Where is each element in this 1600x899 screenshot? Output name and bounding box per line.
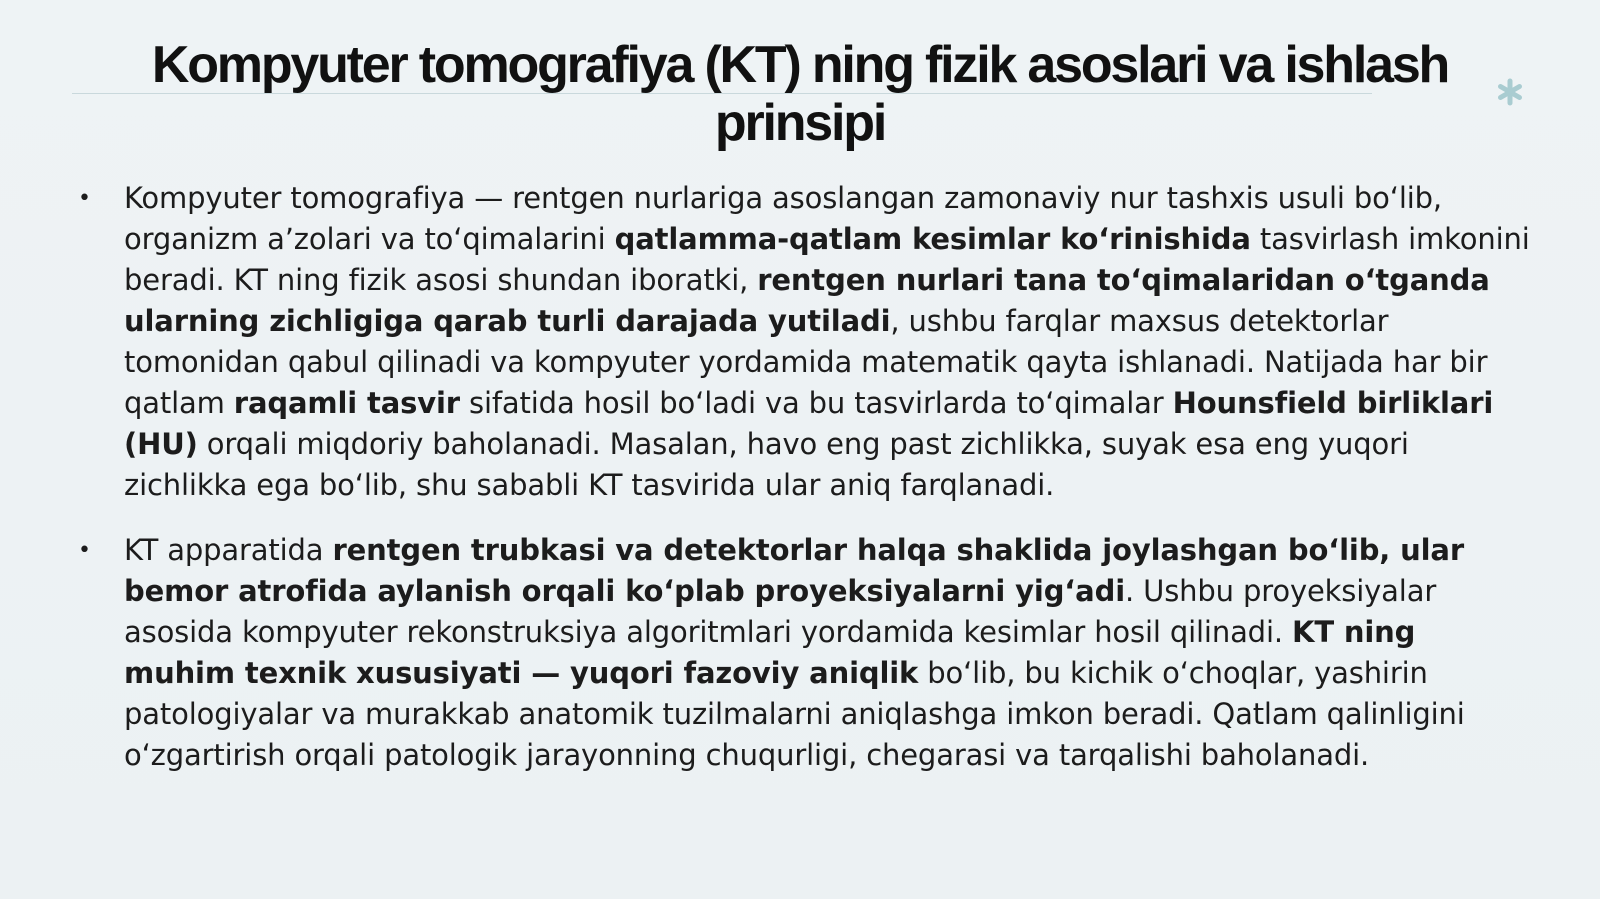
- bullet-text-normal: KT apparatida: [124, 533, 333, 567]
- bullet-text-bold: KT ning muhim texnik xususiyati — yuqori fazoviy aniqlik: [124, 615, 1416, 690]
- bullet-text-normal: Kompyuter tomografiya — rentgen nurlariga asoslangan zamonaviy nur tashxis usuli bo‘lib, organizm a’zolari va to‘qimalarini: [124, 181, 1442, 256]
- slide-title-line2: prinsipi: [714, 94, 886, 152]
- bullet-text-bold: raqamli tasvir: [233, 386, 460, 420]
- bullet-text-normal: tasvirlash imkonini beradi. KT ning fizik asosi shundan iboratki,: [124, 222, 1530, 297]
- slide-title-line1: Kompyuter tomografiya (KT) ning fizik asoslari va ishlash: [151, 36, 1449, 94]
- bullet-text-normal: , ushbu farqlar maxsus detektorlar tomonidan qabul qilinadi va kompyuter yordamida matematik qayta ishlanadi. Natijada har bir qatlam: [124, 304, 1488, 420]
- bullet-text-bold: qatlamma-qatlam kesimlar ko‘rinishida: [614, 222, 1251, 256]
- bullet-text-bold: Hounsfield birliklari (HU): [124, 386, 1494, 461]
- bullet-marker: •: [78, 538, 91, 563]
- slide-title: [90, 36, 1510, 152]
- bullet-item: [72, 530, 1532, 776]
- bullet-text-normal: . Ushbu proyeksiyalar asosida kompyuter rekonstruksiya algoritmlari yordamida kesimlar hosil qilinadi.: [124, 574, 1437, 649]
- bullet-marker: •: [78, 186, 91, 211]
- bullet-text-normal: bo‘lib, bu kichik o‘choqlar, yashirin patologiyalar va murakkab anatomik tuzilmalarni aniqlashga imkon beradi. Qatlam qalinligini o‘zgartirish orqali patologik jarayonning chuqurligi, chegarasi va tarqalishi baholanadi.: [124, 656, 1465, 772]
- bullet-text-bold: rentgen nurlari tana to‘qimalaridan o‘tganda ularning zichligiga qarab turli darajada yutiladi: [124, 263, 1490, 338]
- bullet-text-normal: orqali miqdoriy baholanadi. Masalan, havo eng past zichlikka, suyak esa eng yuqori zichlikka ega bo‘lib, shu sababli KT tasvirida ular aniq farqlanadi.: [124, 427, 1409, 502]
- bullet-text-bold: rentgen trubkasi va detektorlar halqa shaklida joylashgan bo‘lib, ular bemor atrofida aylanish orqali ko‘plab proyeksiyalarni yig‘adi: [124, 533, 1464, 608]
- asterisk-icon: [1496, 78, 1524, 106]
- bullet-text-normal: sifatida hosil bo‘ladi va bu tasvirlarda to‘qimalar: [459, 386, 1173, 420]
- bullet-list: [72, 178, 1532, 776]
- bullet-item: [72, 178, 1532, 506]
